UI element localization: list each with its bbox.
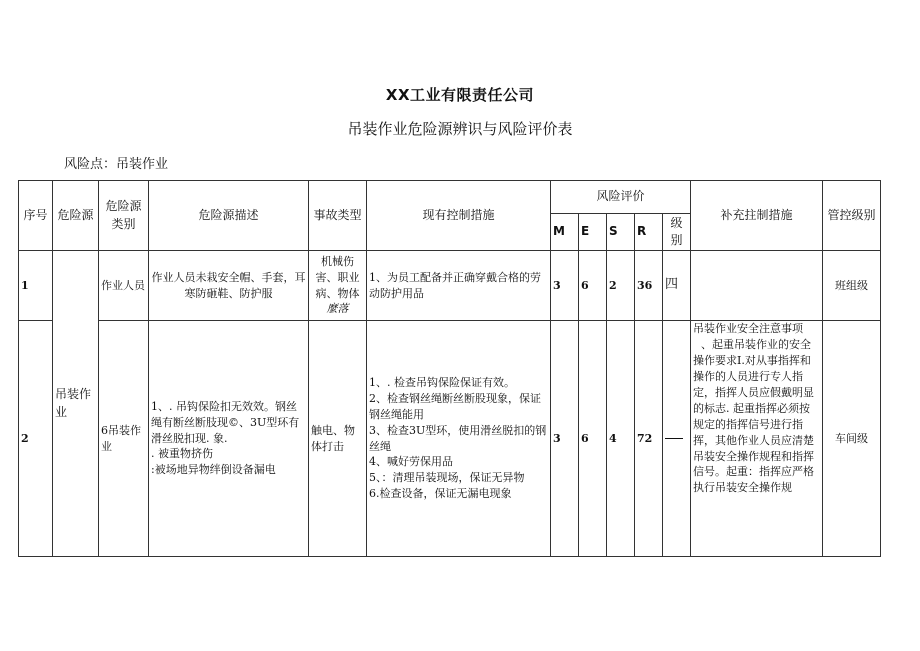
table-row (19, 321, 881, 557)
row-accident-type (309, 251, 367, 321)
header-control-level: 管控级别 (823, 181, 881, 251)
document-title: 吊装作业危险源辨识与风险评价表 (347, 120, 573, 138)
row-r: 36 (635, 251, 663, 321)
header-e: E (579, 214, 607, 251)
description-line: 1、. 吊钩保险扣无效效。钢丝绳有断丝断肢现©、3U型环有滑丝脱扣现. 象. (151, 399, 300, 445)
description-line: . 被重物挤伤 (151, 447, 213, 461)
row-category: 作业人员 (99, 251, 149, 321)
row-supplementary (691, 321, 823, 557)
row-s: 4 (607, 321, 635, 557)
row-controls: 1、为员工配备并正确穿戴合格的劳动防护用品 (367, 251, 551, 321)
supplementary-line: 、起重吊装作业的安全操作要求I.对从事指挥和操作的人员进行专人指定，指挥人员应假戴明显的标志. 起重指挥必须按规定的指挥信号进行指挥，其他作业人员应清楚吊装安全操作规程和指挥信号。起重：指挥应严格执行吊装安全操作规 (693, 337, 815, 495)
row-control-level: 班组级 (823, 251, 881, 321)
row-controls (367, 321, 551, 557)
row-level (663, 321, 691, 557)
row-s: 2 (607, 251, 635, 321)
header-supplementary: 补充拄制措施 (691, 181, 823, 251)
hazard-group: 吊装作业 (53, 251, 99, 557)
header-r: R (635, 214, 663, 251)
risk-assessment-table (18, 180, 881, 557)
header-accident-type: 事故类型 (309, 181, 367, 251)
row-m: 3 (551, 321, 579, 557)
header-risk-eval: 风险评价 (551, 181, 691, 214)
supplementary-line: 吊装作业安全注意事项 (693, 322, 804, 335)
control-line: 4、喊好劳保用品 (369, 455, 453, 469)
row-accident-type: 触电、物体打击 (309, 321, 367, 557)
row-accident-type-tail: 麼落 (326, 302, 349, 316)
row-seq: 1 (19, 251, 53, 321)
header-m: M (551, 214, 579, 251)
table-row (19, 251, 881, 321)
row-supplementary (691, 251, 823, 321)
row-r: 72 (635, 321, 663, 557)
row-e: 6 (579, 321, 607, 557)
control-line: 2、检查钢丝绳断丝断股现象，保证钢丝绳能用 (369, 391, 541, 421)
header-controls: 现有控制措施 (367, 181, 551, 251)
row-e: 6 (579, 251, 607, 321)
row-level: 四 (663, 251, 691, 321)
header-seq: 序号 (19, 181, 53, 251)
row-control-level: 车间级 (823, 321, 881, 557)
row-description (149, 321, 309, 557)
row-category: 6吊装作业 (99, 321, 149, 557)
level-dash-mark (665, 438, 683, 439)
description-line: :被场地异物绊倒设备漏电 (151, 463, 276, 477)
header-category: 危险源类别 (99, 181, 149, 251)
row-description: 作业人员未栽安全帽、手套，耳寒防砸鞋、防护服 (149, 251, 309, 321)
row-seq: 2 (19, 321, 53, 557)
control-line: 1、. 检查吊钩保险保证有效。 (369, 375, 515, 389)
header-s: S (607, 214, 635, 251)
row-m: 3 (551, 251, 579, 321)
control-line: 3、检查3U型环，使用滑丝脱扣的钢丝绳 (369, 423, 547, 453)
company-name: XX工业有限责任公司 (385, 86, 535, 104)
control-line: 5、：清理吊装现场，保证无异物 (369, 471, 525, 485)
header-level: 级别 (663, 214, 691, 251)
row-accident-type-text: 机械伤害、职业病、物体 (315, 254, 360, 300)
control-line: 6.检查设备，保证无漏电现象 (369, 487, 512, 501)
risk-point-label: 风险点：吊装作业 (64, 157, 169, 172)
header-description: 危险源描述 (149, 181, 309, 251)
header-hazard: 危险源 (53, 181, 99, 251)
header-row-1 (19, 181, 881, 214)
